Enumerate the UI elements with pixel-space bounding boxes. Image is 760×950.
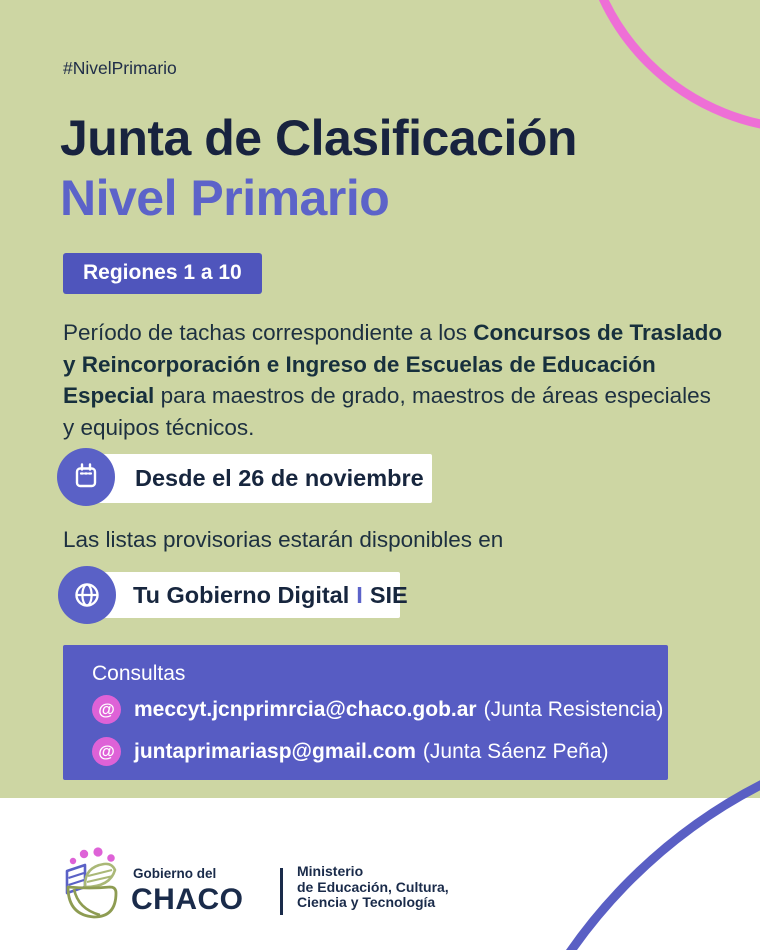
at-icon: @ — [92, 737, 121, 766]
email-address-saenz-pena: juntaprimariasp@gmail.com — [134, 739, 416, 763]
page-title — [60, 108, 577, 228]
date-pill-label: Desde el 26 de noviembre — [135, 465, 424, 491]
at-icon: @ — [92, 695, 121, 724]
regions-badge: Regiones 1 a 10 — [63, 253, 262, 294]
gov-small-label: Gobierno del — [133, 866, 217, 881]
contact-title: Consultas — [92, 662, 186, 685]
email-note-resistencia: (Junta Resistencia) — [483, 697, 664, 721]
globe-icon-circle — [58, 566, 116, 624]
date-pill-box — [75, 454, 432, 503]
portal-separator: I — [356, 581, 363, 608]
portal-sie: SIE — [369, 581, 408, 608]
email-row-saenz-pena — [92, 737, 648, 766]
globe-icon — [70, 578, 104, 612]
email-note-saenz-pena: (Junta Sáenz Peña) — [422, 739, 609, 763]
contact-panel — [63, 645, 668, 780]
description-paragraph: Período de tachas correspondiente a los Concursos de Traslado y Reincorporación e Ingreso de Escuelas de Educación Especial para maestros de grado, maestros de áreas especiales y equipos técnicos. — [63, 320, 723, 440]
calendar-icon — [70, 461, 102, 493]
lists-availability-text: Las listas provisorias estarán disponibles en — [63, 527, 504, 552]
ministry-line-2: de Educación, Cultura, — [297, 878, 449, 895]
portal-name: Tu Gobierno Digital — [133, 581, 350, 608]
title-line-1: Junta de Clasificación — [60, 110, 577, 166]
ministry-line-1: Ministerio — [297, 863, 364, 879]
portal-pill-box — [75, 572, 408, 618]
calendar-icon-circle — [57, 448, 115, 506]
hashtag-label: #NivelPrimario — [63, 58, 177, 78]
gov-name-label: CHACO — [131, 883, 244, 916]
email-row-resistencia — [92, 695, 664, 724]
title-line-2: Nivel Primario — [60, 170, 390, 226]
ministry-label — [297, 864, 449, 911]
ministry-line-3: Ciencia y Tecnología — [297, 894, 436, 910]
email-address-resistencia: meccyt.jcnprimrcia@chaco.gob.ar — [134, 697, 477, 721]
chaco-government-logo — [60, 843, 122, 925]
footer-divider — [280, 868, 283, 915]
